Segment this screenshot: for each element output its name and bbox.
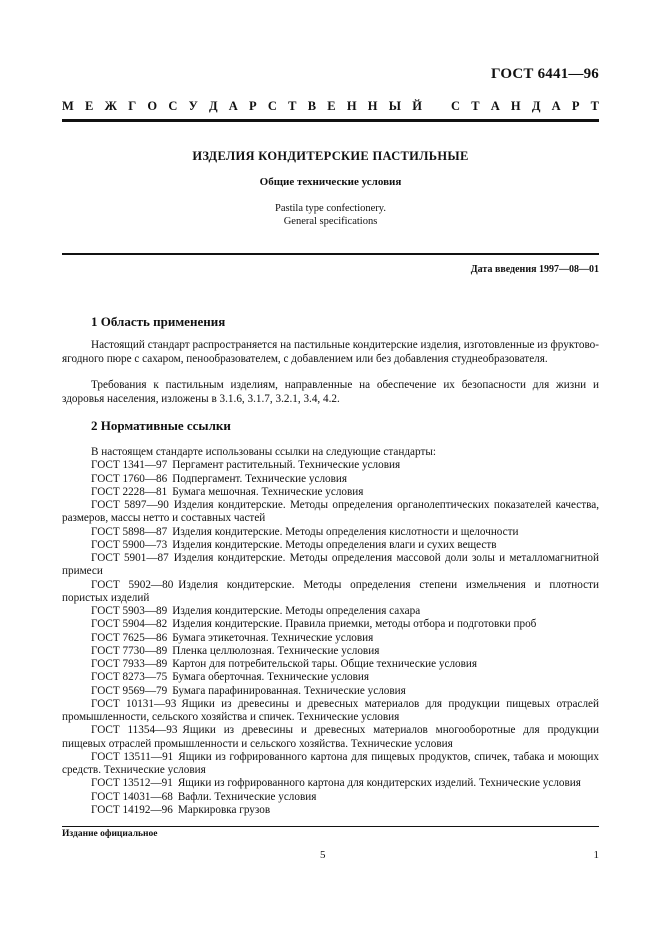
reference-item [62, 645, 599, 658]
scope-paragraph-2: Требования к пастильным изделиям, направленные на обеспечение их безопасности для жизни и здоровья населения, изложены в 3.1.6, 3.1.7, 3.2.1, 3.4, 4.2. [62, 379, 599, 405]
reference-code: ГОСТ 2228—81 [91, 485, 168, 498]
reference-item [62, 605, 599, 618]
reference-title: Изделия кондитерские. Методы определения органолептических показателей качества, размеров, массы нетто и составных частей [62, 499, 600, 525]
reference-item [62, 777, 599, 790]
document-title: ИЗДЕЛИЯ КОНДИТЕРСКИЕ ПАСТИЛЬНЫЕ [192, 149, 469, 163]
reference-code: ГОСТ 1341—97 [91, 459, 168, 472]
reference-code: ГОСТ 7625—86 [91, 631, 168, 644]
reference-title: Изделия кондитерские. Методы определения влаги и сухих веществ [172, 538, 497, 551]
reference-code: ГОСТ 10131—93 [91, 697, 177, 710]
reference-title: Пленка целлюлозная. Технические условия [172, 644, 380, 657]
reference-code: ГОСТ 13511—91 [91, 750, 174, 763]
reference-code: ГОСТ 14031—68 [91, 790, 173, 803]
banner-word-interstate: М Е Ж Г О С У Д А Р С Т В Е Н Н Ы Й [62, 99, 422, 113]
reference-title: Изделия кондитерские. Методы определения массовой доли золы и металломагнитной примеси [62, 552, 600, 578]
reference-item [62, 791, 599, 804]
reference-item [62, 698, 599, 725]
reference-title: Бумага оберточная. Технические условия [172, 671, 370, 684]
references-intro: В настоящем стандарте использованы ссылки на следующие стандарты: [91, 446, 436, 458]
reference-code: ГОСТ 5898—87 [91, 525, 168, 538]
section-heading-scope: 1 Область применения [91, 314, 226, 329]
reference-title: Вафли. Технические условия [177, 790, 317, 803]
reference-code: ГОСТ 5900—73 [91, 538, 168, 551]
banner-word-standard: С Т А Н Д А Р Т [451, 99, 599, 113]
reference-code: ГОСТ 5897—90 [91, 499, 169, 511]
reference-title: Изделия кондитерские. Методы определения степени измельчения и плотности пористых изделий [62, 578, 599, 604]
reference-code: ГОСТ 5901—87 [91, 552, 169, 564]
reference-item [62, 632, 599, 645]
document-subtitle: Общие технические условия [259, 176, 402, 188]
reference-item [62, 579, 599, 606]
reference-code: ГОСТ 7730—89 [91, 644, 168, 657]
english-title-line1: Pastila type confectionery. [275, 203, 386, 214]
reference-title: Ящики из гофрированного картона для кондитерских изделий. Технические условия [177, 777, 581, 790]
reference-item [62, 526, 599, 539]
reference-item [62, 685, 599, 698]
scope-paragraph-1: Настоящий стандарт распространяется на пастильные кондитерские изделия, изготовленные из фруктово-ягодного пюре с сахаром, пенообразователем, с добавлением или без добавления студнеобразователя. [62, 339, 599, 365]
reference-code: ГОСТ 9569—79 [91, 684, 168, 697]
reference-code: ГОСТ 8273—75 [91, 671, 168, 684]
reference-code: ГОСТ 14192—96 [91, 803, 173, 816]
reference-title: Ящики из древесины и древесных материалов для продукции пищевых отраслей промышленности, сельского хозяйства и спичек. Технические условия [62, 697, 599, 723]
reference-item [62, 671, 599, 684]
title-rule [62, 253, 599, 255]
reference-item [62, 473, 599, 486]
page-number-right: 1 [593, 849, 599, 861]
reference-item [62, 459, 599, 472]
doc-number: ГОСТ 6441—96 [490, 66, 599, 82]
reference-code: ГОСТ 5904—82 [91, 618, 168, 631]
reference-title: Подпергамент. Технические условия [172, 472, 348, 485]
reference-item [62, 724, 599, 751]
reference-title: Изделия кондитерские. Правила приемки, методы отбора и подготовки проб [172, 618, 537, 631]
reference-item [62, 499, 599, 526]
reference-title: Изделия кондитерские. Методы определения кислотности и щелочности [172, 525, 519, 538]
interstate-standard-banner [62, 99, 599, 114]
reference-code: ГОСТ 13512—91 [91, 777, 173, 790]
english-title [62, 202, 599, 228]
section-heading-normative-references: 2 Нормативные ссылки [91, 418, 231, 433]
english-title-line2: General specifications [283, 216, 378, 227]
reference-code: ГОСТ 11354—93 [91, 724, 178, 737]
reference-item [62, 618, 599, 631]
reference-title: Бумага мешочная. Технические условия [172, 485, 364, 498]
reference-title: Изделия кондитерские. Методы определения сахара [172, 605, 421, 617]
introduction-date: Дата введения 1997—08—01 [470, 264, 599, 275]
reference-code: ГОСТ 5902—80 [91, 578, 174, 591]
official-edition-label: Издание официальное [62, 829, 158, 839]
reference-items [62, 459, 599, 817]
reference-item [62, 486, 599, 499]
reference-title: Ящики из гофрированного картона для пищевых продуктов, спичек, табака и моющих средств. Технические условия [62, 750, 599, 776]
reference-title: Маркировка грузов [177, 803, 271, 816]
reference-title: Бумага этикеточная. Технические условия [172, 631, 374, 644]
reference-title: Ящики из древесины и древесных материалов многооборотные для продукции пищевых отраслей промышленности и сельского хозяйства. Технические условия [62, 724, 599, 750]
reference-item [62, 751, 599, 778]
reference-title: Бумага парафинированная. Технические условия [172, 684, 406, 697]
reference-item [62, 804, 599, 817]
page-number-center: 5 [320, 849, 326, 861]
references-list [62, 446, 599, 817]
reference-code: ГОСТ 1760—86 [91, 472, 168, 485]
reference-item [62, 552, 599, 579]
header-rule [62, 119, 599, 122]
reference-item [62, 539, 599, 552]
reference-title: Картон для потребительской тары. Общие технические условия [172, 658, 478, 670]
footer-rule [62, 826, 599, 827]
reference-item [62, 658, 599, 671]
reference-code: ГОСТ 5903—89 [91, 605, 168, 617]
reference-title: Пергамент растительный. Технические условия [172, 459, 401, 472]
reference-code: ГОСТ 7933—89 [91, 658, 168, 670]
